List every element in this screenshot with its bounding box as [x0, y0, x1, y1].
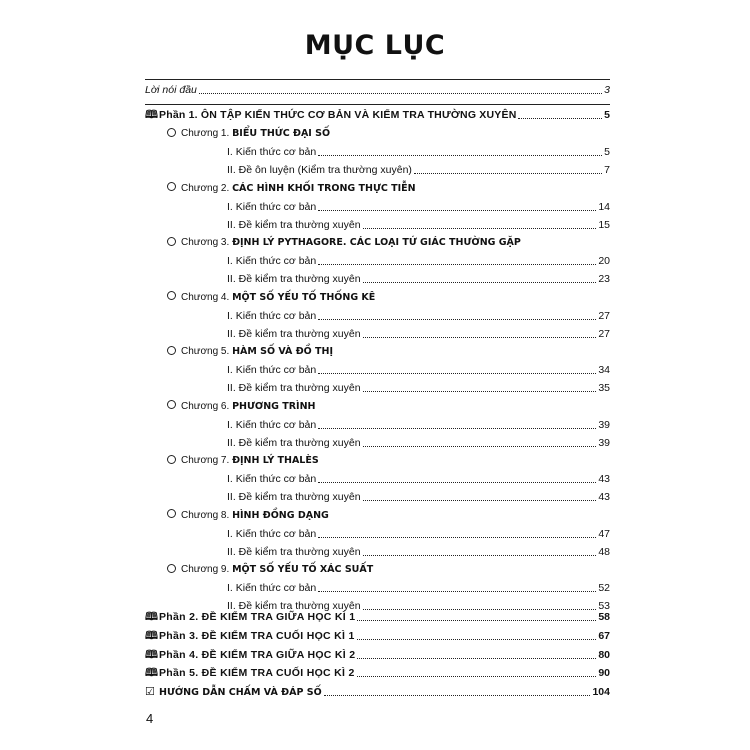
toc-entry-section	[227, 546, 610, 559]
circle-icon	[167, 454, 181, 467]
circle-icon	[167, 291, 181, 304]
toc-entry-page: 5	[604, 109, 610, 121]
dot-leader	[318, 210, 596, 211]
circle-icon	[167, 182, 181, 195]
circle-icon	[167, 345, 181, 358]
chapter-name: MỘT SỐ YẾU TỐ XÁC SUẤT	[232, 564, 374, 575]
dot-leader	[357, 676, 597, 677]
chapter-name: HÌNH ĐỒNG DẠNG	[232, 509, 329, 521]
dot-leader	[318, 428, 596, 429]
toc-entry-page: 35	[598, 382, 610, 394]
dot-leader	[363, 228, 597, 229]
toc-entry-page: 14	[598, 200, 610, 213]
toc-chapter-label	[181, 127, 330, 140]
chapter-prefix: Chương 4.	[181, 291, 233, 303]
toc-entry-label: I. Kiến thức cơ bản	[227, 200, 317, 213]
toc-entry-part-3	[145, 630, 610, 643]
toc-entry-section	[227, 528, 610, 541]
dot-leader	[363, 500, 597, 501]
dot-leader	[363, 555, 597, 556]
toc-entry-page: 34	[598, 364, 610, 376]
toc-entry-label: I. Kiến thức cơ bản	[227, 582, 317, 594]
toc-chapter-label	[181, 454, 319, 467]
toc-entry-label: II. Đề kiểm tra thường xuyên	[227, 491, 361, 503]
toc-chapter-label	[181, 509, 329, 522]
chapter-name: ĐỊNH LÝ PYTHAGORE. CÁC LOẠI TỨ GIÁC THƯỜNG GẶP	[232, 237, 521, 248]
toc-entry-label: II. Đề kiểm tra thường xuyên	[227, 382, 361, 394]
chapter-name: CÁC HÌNH KHỐI TRONG THỰC TIỄN	[232, 182, 416, 194]
toc-entry-label: Phần 3. ĐỀ KIỂM TRA CUỐI HỌC KÌ 1	[159, 629, 355, 642]
toc-entry-section	[227, 328, 610, 341]
dot-leader	[363, 391, 597, 392]
chapter-prefix: Chương 9.	[181, 564, 233, 575]
open-book-icon: 🕮	[145, 667, 158, 680]
toc-entry-page: 47	[598, 527, 610, 540]
chapter-prefix: Chương 1.	[181, 128, 233, 139]
chapter-prefix: Chương 2.	[181, 182, 233, 194]
toc-entry-label: Phần 1. ÔN TẬP KIẾN THỨC CƠ BẢN VÀ KIỂM TRA THƯỜNG XUYÊN	[159, 109, 517, 121]
dot-leader	[357, 620, 596, 621]
toc-entry-label: I. Kiến thức cơ bản	[227, 146, 317, 158]
toc-entry-section	[227, 146, 610, 159]
toc-entry-page: 39	[598, 436, 610, 449]
toc-entry-part-1	[145, 109, 610, 122]
toc-entry-label: HƯỚNG DẪN CHẤM VÀ ĐÁP SỐ	[159, 687, 322, 698]
dot-leader	[318, 264, 596, 265]
circle-icon	[167, 509, 181, 522]
toc-entry-page: 15	[598, 218, 610, 231]
chapter-name: MỘT SỐ YẾU TỐ THỐNG KÊ	[232, 291, 376, 303]
toc-entry-section	[227, 201, 610, 214]
chapter-prefix: Chương 3.	[181, 237, 233, 248]
toc-entry-label: I. Kiến thức cơ bản	[227, 364, 317, 376]
chapter-prefix: Chương 7.	[181, 455, 233, 466]
toc-entry-page: 27	[598, 327, 610, 340]
toc-entry-part-5	[145, 667, 610, 680]
toc-entry-page: 5	[604, 146, 610, 158]
toc-chapter-heading	[167, 400, 316, 413]
open-book-icon: 🕮	[145, 648, 158, 661]
chapter-prefix: Chương 6.	[181, 400, 233, 412]
toc-entry-label: II. Đề kiểm tra thường xuyên	[227, 436, 361, 449]
dot-leader	[357, 639, 597, 640]
dot-leader	[363, 609, 597, 610]
toc-entry-page: 53	[598, 600, 610, 612]
toc-entry-label: Phần 2. ĐỀ KIỂM TRA GIỮA HỌC KÌ 1	[159, 611, 356, 623]
toc-entry-label: II. Đề kiểm tra thường xuyên	[227, 218, 361, 231]
toc-entry-section	[227, 364, 610, 377]
toc-chapter-label	[181, 236, 521, 249]
page-title: MỤC LỤC	[304, 30, 446, 61]
chapter-name: BIỂU THỨC ĐẠI SỐ	[232, 128, 331, 139]
toc-entry-intro	[145, 84, 610, 97]
toc-entry-answers	[145, 686, 610, 699]
page-number: 4	[146, 711, 154, 726]
dot-leader	[363, 446, 597, 447]
dot-leader	[414, 173, 602, 174]
toc-chapter-heading	[167, 454, 319, 467]
toc-entry-page: 67	[598, 629, 610, 642]
toc-entry-label: Lời nói đầu	[145, 84, 197, 96]
dot-leader	[318, 319, 596, 320]
circle-icon	[167, 563, 181, 576]
toc-entry-section	[227, 310, 610, 323]
dot-leader	[363, 337, 597, 338]
toc-entry-label: II. Đề kiểm tra thường xuyên	[227, 327, 361, 340]
chapter-name: ĐỊNH LÝ THALÈS	[232, 455, 319, 466]
toc-entry-section	[227, 382, 610, 395]
toc-entry-label: I. Kiến thức cơ bản	[227, 527, 317, 540]
toc-entry-page: 48	[598, 545, 610, 558]
toc-entry-part-4	[145, 649, 610, 662]
toc-chapter-heading	[167, 182, 416, 195]
circle-icon	[167, 400, 181, 413]
toc-entry-section	[227, 164, 610, 177]
dot-leader	[324, 695, 591, 696]
dot-leader	[318, 591, 596, 592]
toc-entry-page: 80	[598, 648, 610, 661]
dot-leader	[318, 537, 596, 538]
open-book-icon: 🕮	[145, 611, 158, 623]
dot-leader	[318, 482, 596, 483]
chapter-name: PHƯƠNG TRÌNH	[232, 400, 316, 412]
toc-entry-page: 43	[598, 491, 610, 503]
toc-entry-section	[227, 582, 610, 595]
open-book-icon: 🕮	[145, 629, 158, 642]
toc-chapter-heading	[167, 127, 330, 140]
toc-entry-page: 23	[598, 273, 610, 285]
toc-entry-page: 52	[598, 582, 610, 594]
dot-leader	[318, 155, 602, 156]
toc-entry-label: II. Đề ôn luyện (Kiểm tra thường xuyên)	[227, 164, 412, 176]
toc-chapter-heading	[167, 291, 375, 304]
toc-entry-page: 27	[598, 309, 610, 322]
toc-chapter-heading	[167, 345, 333, 358]
toc-entry-label: II. Đề kiểm tra thường xuyên	[227, 273, 361, 285]
toc-chapter-heading	[167, 236, 521, 249]
toc-chapter-heading	[167, 509, 329, 522]
toc-chapter-heading	[167, 563, 373, 576]
circle-icon	[167, 127, 181, 140]
toc-entry-label: II. Đề kiểm tra thường xuyên	[227, 545, 361, 558]
toc-entry-label: I. Kiến thức cơ bản	[227, 418, 317, 431]
toc-entry-label: I. Kiến thức cơ bản	[227, 309, 317, 322]
toc-entry-section	[227, 437, 610, 450]
table-of-contents	[145, 0, 610, 750]
toc-chapter-label	[181, 563, 373, 576]
chapter-name: HÀM SỐ VÀ ĐỒ THỊ	[232, 346, 334, 357]
toc-entry-page: 43	[598, 473, 610, 485]
toc-entry-section	[227, 419, 610, 432]
dot-leader	[518, 118, 602, 119]
toc-entry-label: Phần 5. ĐỀ KIỂM TRA CUỐI HỌC KÌ 2	[159, 667, 355, 680]
toc-entry-page: 90	[598, 667, 610, 680]
toc-entry-section	[227, 219, 610, 232]
toc-entry-section	[227, 273, 610, 286]
toc-entry-section	[227, 255, 610, 268]
toc-entry-label: I. Kiến thức cơ bản	[227, 473, 317, 485]
toc-entry-section	[227, 473, 610, 486]
open-book-icon: 🕮	[145, 109, 158, 121]
toc-entry-page: 3	[604, 84, 610, 96]
dot-leader	[318, 373, 596, 374]
toc-entry-page: 104	[592, 686, 610, 698]
toc-entry-section	[227, 491, 610, 504]
toc-chapter-label	[181, 182, 416, 195]
dot-leader	[199, 93, 602, 94]
toc-entry-page: 7	[604, 164, 610, 176]
toc-chapter-label	[181, 345, 333, 358]
checkbox-icon: ☑	[145, 686, 155, 698]
toc-chapter-label	[181, 400, 316, 413]
chapter-prefix: Chương 5.	[181, 346, 233, 357]
circle-icon	[167, 236, 181, 249]
toc-entry-label: Phần 4. ĐỀ KIỂM TRA GIỮA HỌC KÌ 2	[159, 648, 356, 661]
toc-entry-page: 20	[598, 255, 610, 267]
toc-entry-label: II. Đề kiểm tra thường xuyên	[227, 600, 361, 612]
chapter-prefix: Chương 8.	[181, 509, 233, 521]
dot-leader	[363, 282, 597, 283]
toc-entry-page: 39	[598, 418, 610, 431]
toc-chapter-label	[181, 291, 375, 304]
dot-leader	[357, 658, 596, 659]
toc-entry-part-2	[145, 611, 610, 624]
toc-entry-label: I. Kiến thức cơ bản	[227, 255, 317, 267]
toc-entry-page: 58	[598, 611, 610, 623]
